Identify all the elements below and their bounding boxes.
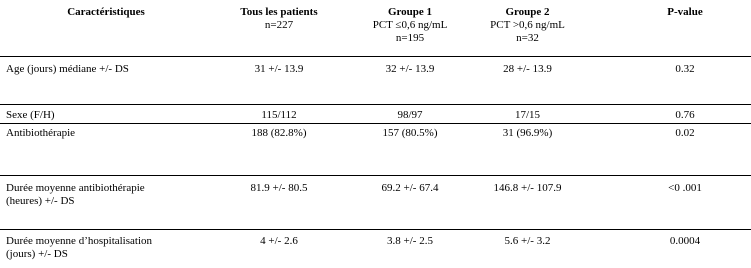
cell-group1: 69.2 +/- 67.4 — [381, 182, 439, 194]
cell-all-patients: 188 (82.8%) — [251, 127, 307, 139]
cell-pvalue: 0.02 — [675, 127, 695, 139]
header-group2-title: Groupe 2 — [505, 6, 550, 18]
cell-pvalue: 0.0004 — [669, 235, 701, 247]
row-divider — [0, 175, 751, 176]
header-group1-n: n=195 — [395, 32, 425, 44]
cell-group1: 3.8 +/- 2.5 — [387, 235, 433, 247]
header-group1 — [340, 6, 480, 45]
header-all-patients-n: n=227 — [264, 19, 294, 31]
row-label-line1: Durée moyenne d’hospitalisation — [6, 235, 153, 247]
cell-group1: 32 +/- 13.9 — [385, 63, 435, 75]
cell-group2: 31 (96.9%) — [502, 127, 553, 139]
row-label: Antibiothérapie — [6, 127, 76, 139]
row-label — [6, 235, 206, 261]
header-all-patients-title: Tous les patients — [240, 6, 318, 18]
table-header — [0, 0, 751, 56]
header-group1-title: Groupe 1 — [387, 6, 433, 18]
header-group2-criteria: PCT >0,6 ng/mL — [490, 19, 565, 31]
row-label-line1: Durée moyenne antibiothérapie — [6, 182, 145, 194]
table-row — [0, 177, 751, 221]
cell-all-patients: 4 +/- 2.6 — [260, 235, 298, 247]
row-label-line2: (heures) +/- DS — [6, 195, 75, 207]
cell-group2: 28 +/- 13.9 — [503, 63, 552, 75]
table-row — [0, 231, 751, 267]
cell-pvalue: 0.32 — [675, 63, 695, 75]
cell-all-patients: 115/112 — [261, 109, 297, 121]
header-pvalue: P-value — [667, 6, 703, 18]
row-divider — [0, 229, 751, 230]
table-row — [0, 124, 751, 164]
header-group2 — [460, 6, 595, 45]
cell-group2: 17/15 — [514, 109, 541, 121]
header-group1-criteria: PCT ≤0,6 ng/mL — [372, 19, 448, 31]
cell-group1: 157 (80.5%) — [382, 127, 438, 139]
row-label: Sexe (F/H) — [6, 109, 55, 121]
row-label — [6, 182, 206, 208]
row-label: Age (jours) médiane +/- DS — [6, 63, 129, 75]
cell-group1: 98/97 — [397, 109, 423, 121]
cell-group2: 5.6 +/- 3.2 — [504, 235, 551, 247]
header-characteristics: Caractéristiques — [67, 6, 145, 18]
row-divider — [0, 104, 751, 105]
header-group2-n: n=32 — [516, 32, 539, 44]
table-row — [0, 59, 751, 99]
cell-all-patients: 31 +/- 13.9 — [254, 63, 304, 75]
header-divider — [0, 56, 751, 57]
cell-pvalue: <0 .001 — [668, 182, 702, 194]
cell-all-patients: 81.9 +/- 80.5 — [250, 182, 308, 194]
header-all-patients — [214, 6, 344, 32]
row-label-line2: (jours) +/- DS — [6, 248, 68, 260]
cell-group2: 146.8 +/- 107.9 — [493, 182, 562, 194]
cell-pvalue: 0.76 — [675, 109, 695, 121]
